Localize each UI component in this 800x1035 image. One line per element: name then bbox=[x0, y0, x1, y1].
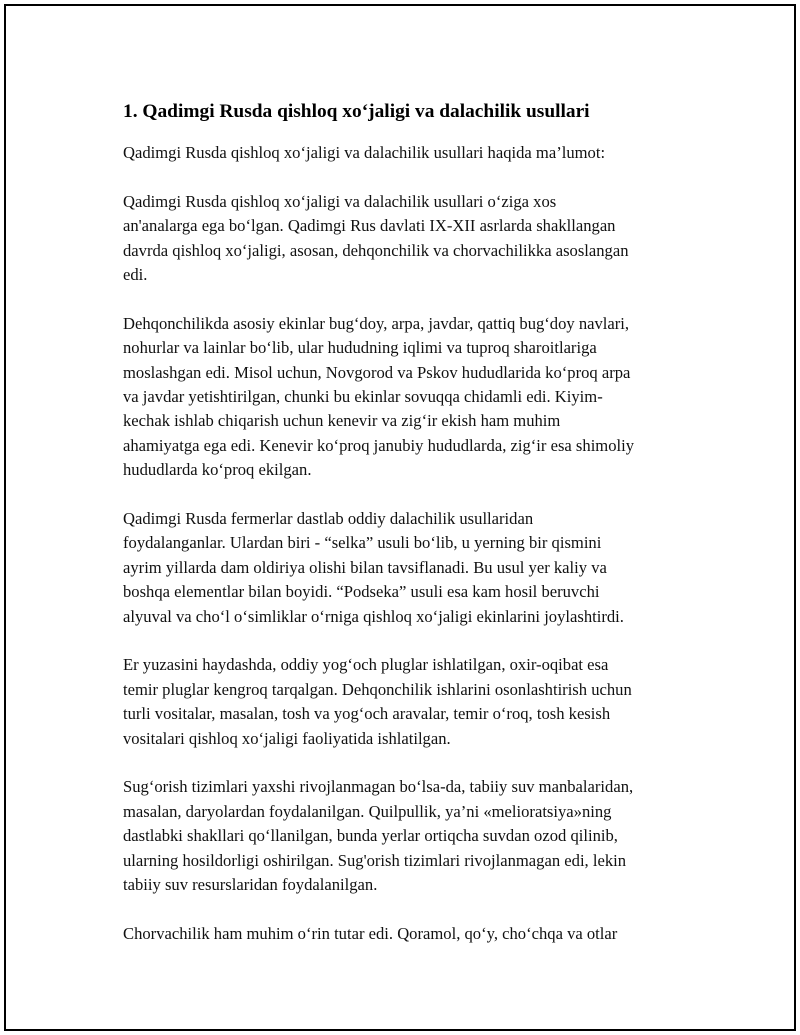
paragraph-line: temir pluglar kengroq tarqalgan. Dehqonchilik ishlarini osonlashtirish uchun bbox=[123, 679, 632, 699]
paragraph-line: turli vositalar, masalan, tosh va yog‘och aravalar, temir o‘roq, tosh kesish bbox=[123, 704, 611, 724]
paragraph-line: davrda qishloq xo‘jaligi, asosan, dehqonchilik va chorvachilikka asoslangan bbox=[123, 240, 629, 260]
paragraph-6 bbox=[123, 922, 698, 946]
document-body bbox=[123, 98, 698, 946]
paragraph-line: tabiiy suv resurslaridan foydalanilgan. bbox=[123, 875, 378, 895]
paragraph-line: Chorvachilik ham muhim o‘rin tutar edi. Qoramol, qo‘y, cho‘chqa va otlar bbox=[123, 923, 618, 943]
paragraph-line: an'analarga ega bo‘lgan. Qadimgi Rus davlati IX-XII asrlarda shakllangan bbox=[123, 216, 616, 236]
paragraph-line: boshqa elementlar bilan boyidi. “Podseka” usuli esa kam hosil beruvchi bbox=[123, 582, 600, 602]
paragraph-line: Qadimgi Rusda qishloq xo‘jaligi va dalachilik usullari o‘ziga xos bbox=[123, 191, 557, 211]
page-frame bbox=[4, 4, 796, 1031]
paragraph-line: foydalanganlar. Ulardan biri - “selka” usuli bo‘lib, u yerning bir qismini bbox=[123, 533, 602, 553]
paragraph-line: Sug‘orish tizimlari yaxshi rivojlanmagan bo‘lsa-da, tabiiy suv manbalaridan, bbox=[123, 777, 634, 797]
paragraph-line: masalan, daryolardan foydalanilgan. Quilpullik, ya’ni «melioratsiya»ning bbox=[123, 801, 612, 821]
paragraph-line: alyuval va cho‘l o‘simliklar o‘rniga qishloq xo‘jaligi ekinlarini joylashtirdi. bbox=[123, 606, 624, 626]
paragraph-5 bbox=[123, 775, 698, 897]
paragraph-3 bbox=[123, 507, 698, 629]
paragraph-line: dastlabki shakllari qo‘llanilgan, bunda yerlar ortiqcha suvdan ozod qilinib, bbox=[123, 826, 618, 846]
paragraph-line: va javdar yetishtirilgan, chunki bu ekinlar sovuqqa chidamli edi. Kiyim- bbox=[123, 387, 603, 407]
paragraph-line: hududlarda ko‘proq ekilgan. bbox=[123, 460, 312, 480]
paragraph-2 bbox=[123, 312, 698, 483]
paragraph-line: Er yuzasini haydashda, oddiy yog‘och pluglar ishlatilgan, oxir-oqibat esa bbox=[123, 655, 609, 675]
paragraph-line: Qadimgi Rusda fermerlar dastlab oddiy dalachilik usullaridan bbox=[123, 509, 534, 529]
intro-paragraph: Qadimgi Rusda qishloq xo‘jaligi va dalachilik usullari haqida ma’lumot: bbox=[123, 143, 606, 162]
paragraph-line: nohurlar va lainlar bo‘lib, ular hududning iqlimi va tuproq sharoitlariga bbox=[123, 338, 597, 358]
paragraph-line: kechak ishlab chiqarish uchun kenevir va zig‘ir ekish ham muhim bbox=[123, 411, 561, 431]
paragraph-line: ahamiyatga ega edi. Kenevir ko‘proq janubiy hududlarda, zig‘ir esa shimoliy bbox=[123, 435, 635, 455]
paragraph-line: moslashgan edi. Misol uchun, Novgorod va Pskov hududlarida ko‘proq arpa bbox=[123, 362, 631, 382]
section-heading: 1. Qadimgi Rusda qishloq xo‘jaligi va dalachilik usullari bbox=[123, 101, 590, 122]
paragraph-line: vositalari qishloq xo‘jaligi faoliyatida ishlatilgan. bbox=[123, 728, 451, 748]
paragraph-line: edi. bbox=[123, 265, 148, 285]
paragraph-line: ayrim yillarda dam oldiriya olishi bilan tavsiflanadi. Bu usul yer kaliy va bbox=[123, 557, 607, 577]
paragraph-1 bbox=[123, 190, 698, 288]
paragraph-4 bbox=[123, 653, 698, 751]
paragraph-line: ularning hosildorligi oshirilgan. Sug'orish tizimlari rivojlanmagan edi, lekin bbox=[123, 850, 627, 870]
paragraph-line: Dehqonchilikda asosiy ekinlar bug‘doy, arpa, javdar, qattiq bug‘doy navlari, bbox=[123, 313, 630, 333]
